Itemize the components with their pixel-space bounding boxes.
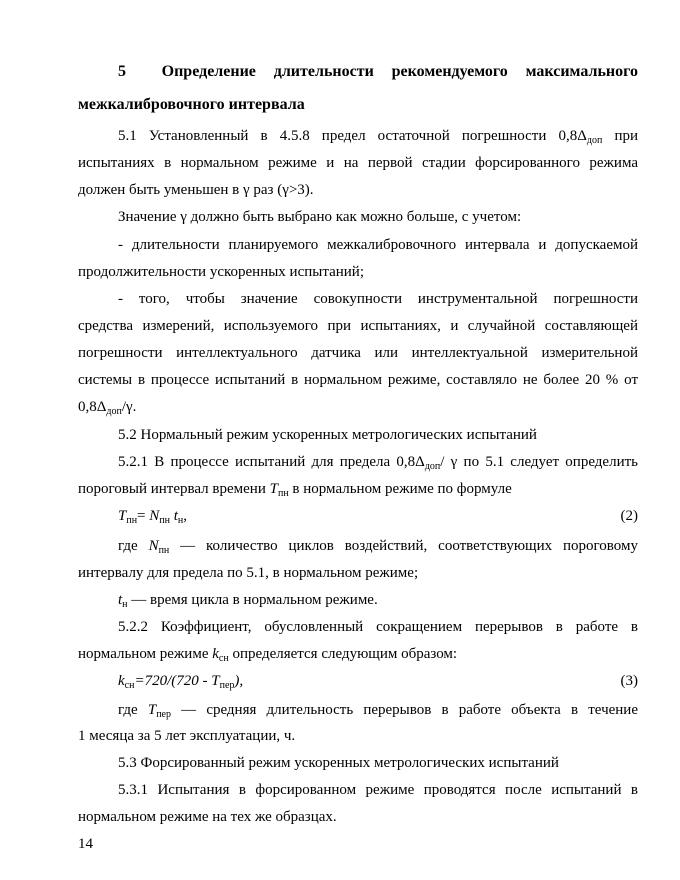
where-2-line3: $t_н$ — время цикла в нормальном режиме. (118, 592, 378, 610)
where-2-line1: где $N_{пн}$ — количество циклов воздействий, соответствующих пороговому (118, 538, 638, 556)
equation-number-2: (2) (620, 508, 638, 524)
para-5-2-2-line1: 5.2.2 Коэффициент, обусловленный сокращением перерывов в работе в (118, 619, 638, 635)
bullet-1-line2: продолжительности ускоренных испытаний; (78, 264, 364, 280)
para-5-2-2-line2: нормальном режиме $k_{сн}$ определяется следующим образом: (78, 646, 458, 664)
para-5-3-1-line1: 5.3.1 Испытания в форсированном режиме проводятся после испытаний в (118, 782, 638, 798)
bullet-2-line1: - того, чтобы значение совокупности инструментальной погрешности (118, 291, 638, 307)
section-number: 5 (118, 63, 126, 80)
equation-3: $k_{сн}=720/(720 - T_{пер})$, (3) (118, 673, 638, 691)
section-5-2-title: 5.2 Нормальный режим ускоренных метрологических испытаний (118, 427, 537, 443)
where-3-line1: где $T_{пер}$ — средняя длительность перерывов в работе объекта в течение (118, 702, 638, 720)
gamma-intro: Значение γ должно быть выбрано как можно больше, с учетом: (118, 209, 522, 225)
where-3-line2: 1 месяца за 5 лет эксплуатации, ч. (78, 728, 296, 744)
bullet-2-line4: системы в процессе испытаний в нормальном режиме, составляло не более 20 % от (78, 372, 638, 388)
section-heading-line2: межкалибровочного интервала (78, 96, 305, 113)
where-2-line2: интервалу для предела по 5.1, в нормальном режиме; (78, 565, 419, 581)
section-5-3-title: 5.3 Форсированный режим ускоренных метрологических испытаний (118, 755, 559, 771)
section-heading-line1 (118, 62, 638, 82)
equation-number-3: (3) (620, 673, 638, 689)
para-5-1-line3: должен быть уменьшен в γ раз (γ>3). (78, 182, 314, 198)
bullet-1-line1: - длительности планируемого межкалибровочного интервала и допускаемой (118, 237, 638, 253)
page-number: 14 (78, 836, 93, 852)
bullet-2-line2: средства измерений, используемого при испытаниях, и случайной составляющей (78, 318, 638, 334)
bullet-2-line3: погрешности интеллектуального датчика или интеллектуальной измерительной (78, 345, 638, 361)
section-title-line1: Определение длительности рекомендуемого максимального (161, 63, 639, 80)
equation-2: $T_{пн}= N_{пн}$ $t_н$, (2) (118, 508, 638, 526)
para-5-2-1-line1: 5.2.1 В процессе испытаний для предела $0,8\Delta_{доп}/$ γ по 5.1 следует определить (118, 454, 638, 472)
para-5-1-line2: испытаниях в нормальном режиме и на первой стадии форсированного режима (78, 155, 638, 171)
para-5-2-1-line2: пороговый интервал времени $T_{пн}$ в нормальном режиме по формуле (78, 481, 512, 499)
bullet-2-line5: $0,8\Delta_{доп}/\gamma$. (78, 399, 137, 417)
para-5-1-line1: 5.1 Установленный в 4.5.8 предел остаточной погрешности $0,8\Delta_{доп}$ при (118, 128, 638, 146)
para-5-3-1-line2: нормальном режиме на тех же образцах. (78, 809, 337, 825)
